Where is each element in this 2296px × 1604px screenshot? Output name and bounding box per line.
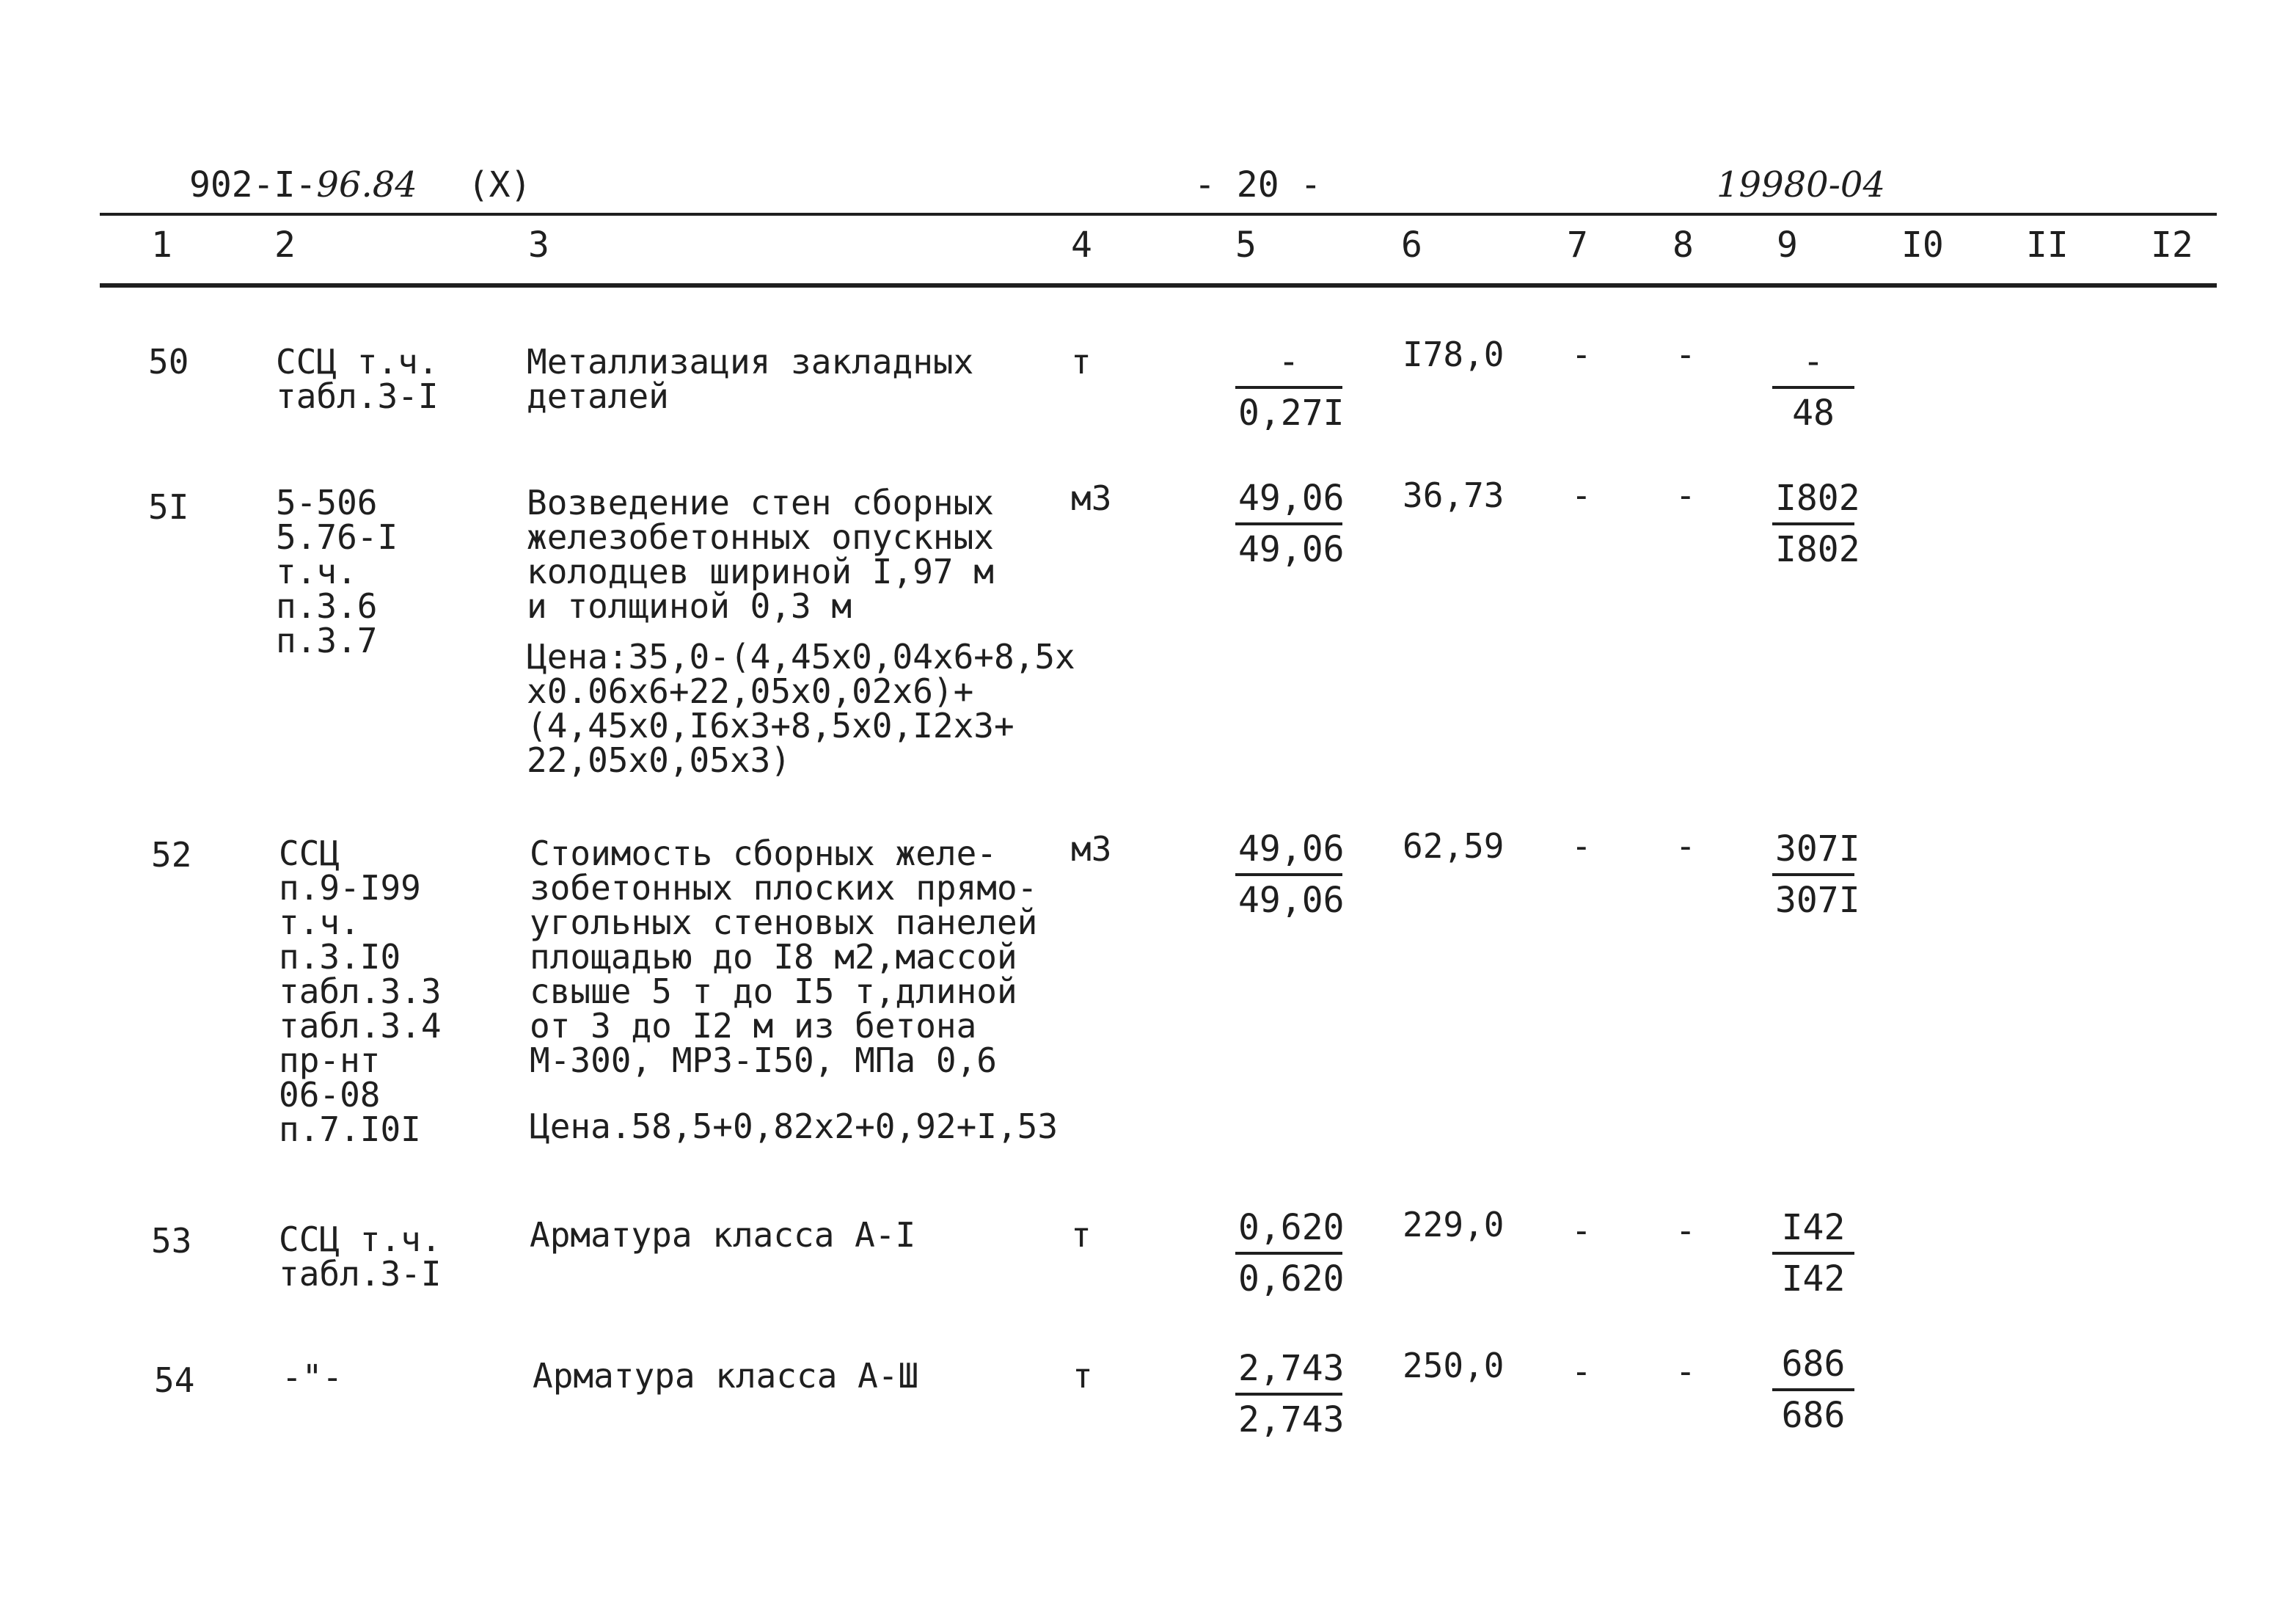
row-col7: - bbox=[1571, 475, 1592, 515]
row-description: Металлизация закладных деталей bbox=[527, 342, 974, 416]
quantity-total: 0,620 bbox=[1238, 1258, 1345, 1299]
row-unit-price: I78,0 bbox=[1403, 335, 1505, 374]
row-unit: т bbox=[1071, 342, 1092, 382]
document-code-handwritten: 96.84 bbox=[316, 164, 417, 205]
column-header: 8 bbox=[1672, 225, 1694, 266]
row-unit-price: 36,73 bbox=[1403, 475, 1505, 515]
cost-design: 307I bbox=[1772, 825, 1854, 876]
column-header: 9 bbox=[1777, 225, 1798, 266]
row-cost bbox=[1772, 825, 1860, 925]
row-quantity bbox=[1235, 338, 1345, 437]
row-description: Стоимость сборных желе- зобетонных плоских прямо- угольных стеновых панелей площадью до I8 м2,массой свыше 5 т до I5 т,длиной от 3 до I2 м из бетона М-300, МРЗ-I50, МПа 0,6 bbox=[530, 834, 1038, 1080]
header-bottom-rule bbox=[100, 283, 2217, 288]
page-number: - 20 - bbox=[1194, 164, 1322, 205]
document-code-suffix: (X) bbox=[467, 164, 532, 205]
row-unit-price: 62,59 bbox=[1403, 826, 1505, 866]
row-unit: т bbox=[1072, 1356, 1093, 1396]
cost-total: I802 bbox=[1775, 529, 1860, 570]
cost-total: 686 bbox=[1781, 1395, 1846, 1436]
row-reference: 5-506 5.76-I т.ч. п.3.6 п.3.7 bbox=[276, 483, 398, 660]
row-cost bbox=[1772, 1203, 1854, 1303]
row-number: 50 bbox=[148, 342, 189, 382]
row-col8: - bbox=[1675, 1352, 1696, 1391]
quantity-design: 2,743 bbox=[1235, 1344, 1342, 1396]
quantity-design: 49,06 bbox=[1235, 474, 1342, 525]
column-header: I0 bbox=[1901, 225, 1944, 266]
cost-design: I802 bbox=[1772, 474, 1854, 525]
row-col8: - bbox=[1675, 1211, 1696, 1250]
column-header: I2 bbox=[2151, 225, 2193, 266]
row-description: Возведение стен сборных железобетонных опускных колодцев шириной I,97 м и толщиной 0,3 м bbox=[527, 483, 994, 626]
quantity-total: 49,06 bbox=[1238, 529, 1345, 570]
header-top-rule bbox=[100, 213, 2217, 216]
row-number: 53 bbox=[151, 1221, 192, 1261]
row-col7: - bbox=[1571, 335, 1592, 374]
column-header: II bbox=[2026, 225, 2069, 266]
cost-total: 307I bbox=[1775, 880, 1860, 921]
row-quantity bbox=[1235, 474, 1345, 574]
column-header: 3 bbox=[528, 225, 549, 266]
row-unit: т bbox=[1071, 1215, 1092, 1255]
cost-design: 686 bbox=[1772, 1340, 1854, 1391]
row-unit: м3 bbox=[1071, 478, 1112, 518]
row-col7: - bbox=[1571, 826, 1592, 866]
row-reference: ССЦ т.ч. табл.3-I bbox=[279, 1220, 442, 1294]
row-number: 54 bbox=[154, 1360, 195, 1400]
row-cost bbox=[1772, 1340, 1854, 1440]
cost-total: 48 bbox=[1792, 393, 1835, 434]
row-reference: ССЦ п.9-I99 т.ч. п.3.I0 табл.3.3 табл.3.4 пр-нт 06-08 п.7.I0I bbox=[279, 834, 442, 1149]
quantity-total: 0,27I bbox=[1238, 393, 1345, 434]
row-unit-price: 229,0 bbox=[1403, 1205, 1505, 1244]
row-number: 5I bbox=[148, 487, 189, 527]
document-code bbox=[189, 164, 531, 205]
column-header: 2 bbox=[274, 225, 296, 266]
quantity-design: 49,06 bbox=[1235, 825, 1342, 876]
cost-total: I42 bbox=[1781, 1258, 1846, 1299]
row-unit: м3 bbox=[1071, 829, 1112, 869]
column-header: 1 bbox=[151, 225, 172, 266]
cost-design: - bbox=[1772, 338, 1854, 389]
row-description: Арматура класса А-Ш bbox=[533, 1356, 919, 1396]
row-number: 52 bbox=[151, 835, 192, 875]
column-header: 6 bbox=[1401, 225, 1422, 266]
column-header: 7 bbox=[1567, 225, 1588, 266]
row-col7: - bbox=[1571, 1211, 1592, 1250]
row-quantity bbox=[1235, 1344, 1345, 1444]
row-description: Арматура класса А-I bbox=[530, 1215, 916, 1255]
cost-design: I42 bbox=[1772, 1203, 1854, 1255]
row-reference: -"- bbox=[282, 1357, 343, 1397]
row-price-formula: Цена:35,0-(4,45х0,04х6+8,5х х0.06х6+22,05х0,02х6)+ (4,45х0,I6х3+8,5х0,I2х3+ 22,05х0,05х3) bbox=[527, 637, 1075, 780]
column-header: 5 bbox=[1235, 225, 1257, 266]
quantity-design: 0,620 bbox=[1235, 1203, 1342, 1255]
row-unit-price: 250,0 bbox=[1403, 1346, 1505, 1385]
document-number: 19980-04 bbox=[1716, 164, 1885, 205]
row-cost bbox=[1772, 338, 1854, 437]
row-col8: - bbox=[1675, 826, 1696, 866]
quantity-total: 49,06 bbox=[1238, 880, 1345, 921]
quantity-design: - bbox=[1235, 338, 1342, 389]
row-col8: - bbox=[1675, 335, 1696, 374]
row-quantity bbox=[1235, 1203, 1345, 1303]
quantity-total: 2,743 bbox=[1238, 1399, 1345, 1440]
row-quantity bbox=[1235, 825, 1345, 925]
column-header: 4 bbox=[1071, 225, 1092, 266]
row-reference: ССЦ т.ч. табл.3-I bbox=[276, 342, 439, 416]
row-price-formula: Цена.58,5+0,82х2+0,92+I,53 bbox=[530, 1107, 1059, 1146]
document-code-prefix: 902-I- bbox=[189, 164, 317, 205]
row-cost bbox=[1772, 474, 1860, 574]
row-col8: - bbox=[1675, 475, 1696, 515]
row-col7: - bbox=[1571, 1352, 1592, 1391]
